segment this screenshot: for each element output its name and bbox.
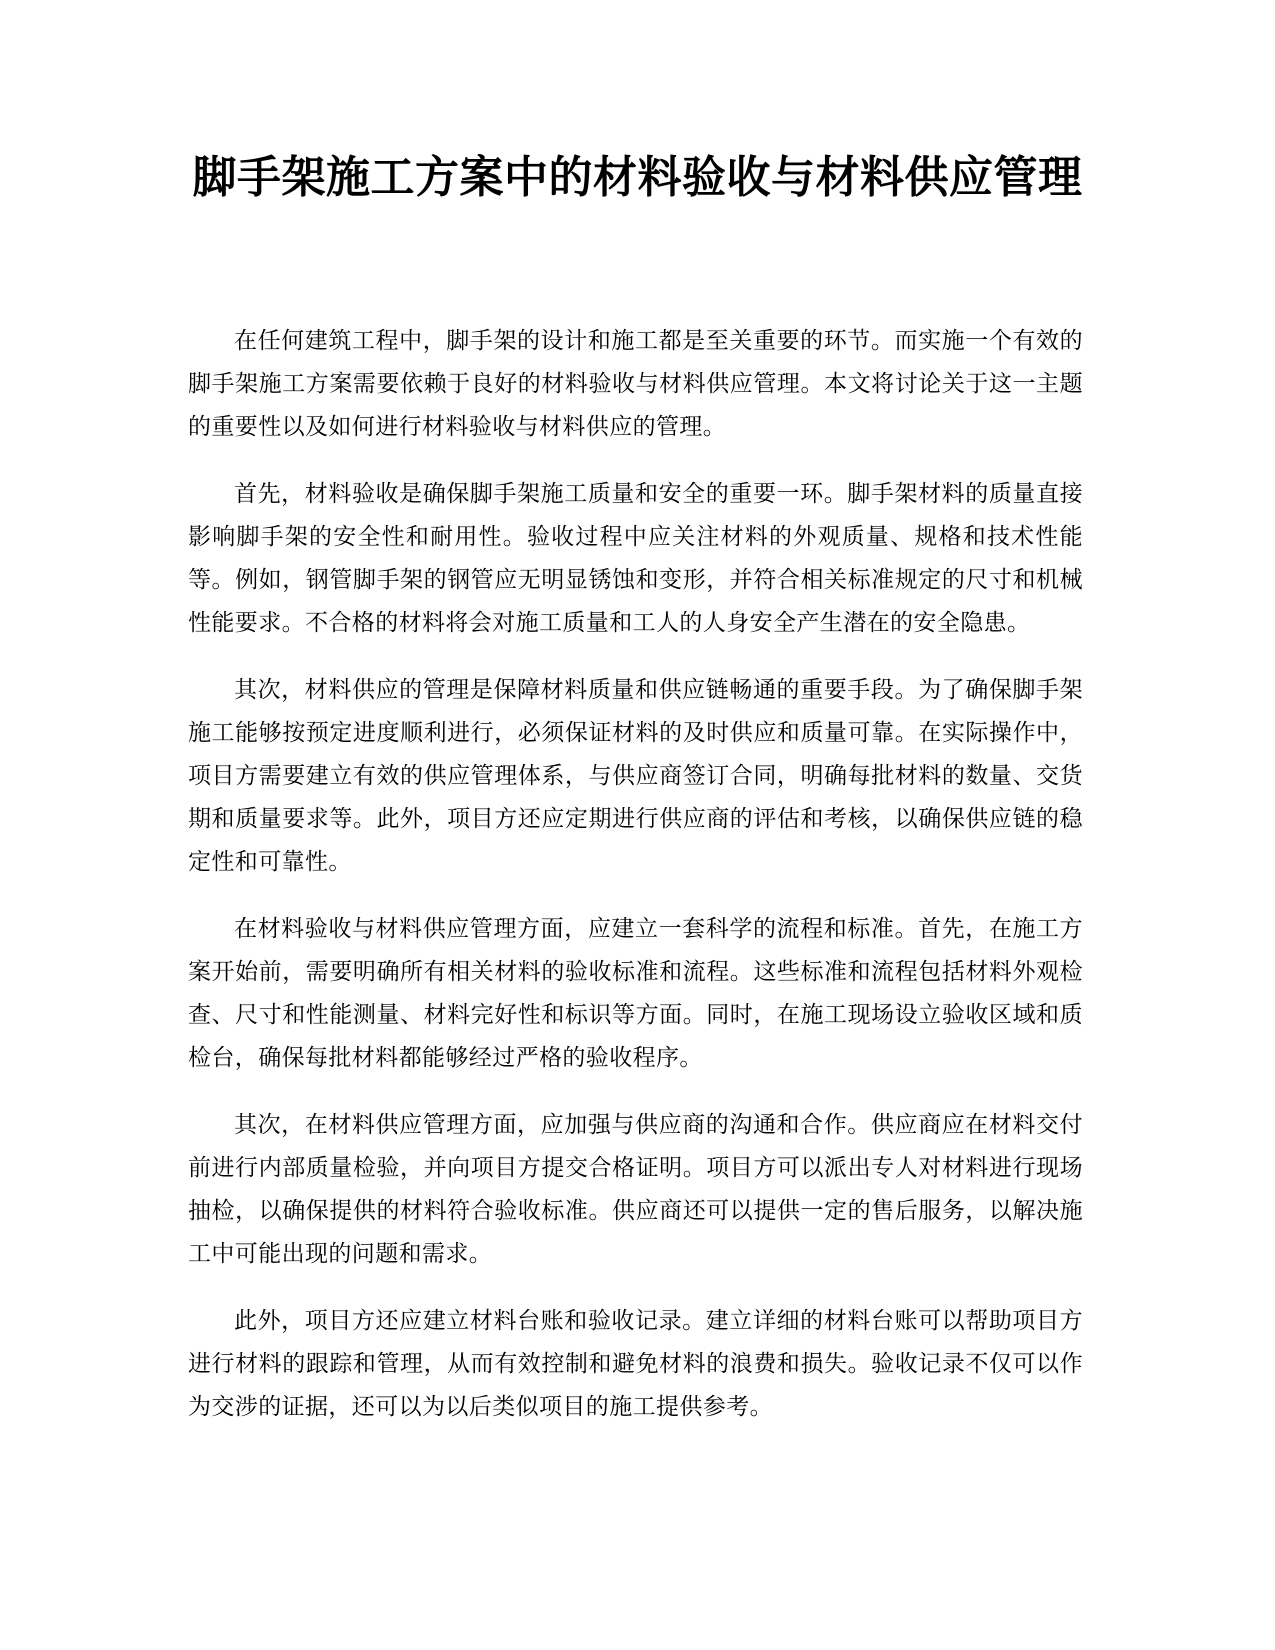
paragraph-5: 其次，在材料供应管理方面，应加强与供应商的沟通和合作。供应商应在材料交付前进行内部质量检验，并向项目方提交合格证明。项目方可以派出专人对材料进行现场抽检，以确保提供的材料符合验收标准。供应商还可以提供一定的售后服务，以解决施工中可能出现的问题和需求。	[188, 1112, 1083, 1267]
paragraph-1: 在任何建筑工程中，脚手架的设计和施工都是至关重要的环节。而实施一个有效的脚手架施工方案需要依赖于良好的材料验收与材料供应管理。本文将讨论关于这一主题的重要性以及如何进行材料验收与材料供应的管理。	[188, 328, 1083, 440]
paragraph-3: 其次，材料供应的管理是保障材料质量和供应链畅通的重要手段。为了确保脚手架施工能够按预定进度顺利进行，必须保证材料的及时供应和质量可靠。在实际操作中，项目方需要建立有效的供应管理体系，与供应商签订合同，明确每批材料的数量、交货期和质量要求等。此外，项目方还应定期进行供应商的评估和考核，以确保供应链的稳定性和可靠性。	[188, 677, 1083, 875]
document-title: 脚手架施工方案中的材料验收与材料供应管理	[192, 152, 1083, 203]
paragraph-2: 首先，材料验收是确保脚手架施工质量和安全的重要一环。脚手架材料的质量直接影响脚手架的安全性和耐用性。验收过程中应关注材料的外观质量、规格和技术性能等。例如，钢管脚手架的钢管应无明显锈蚀和变形，并符合相关标准规定的尺寸和机械性能要求。不合格的材料将会对施工质量和工人的人身安全产生潜在的安全隐患。	[188, 481, 1083, 636]
paragraph-6: 此外，项目方还应建立材料台账和验收记录。建立详细的材料台账可以帮助项目方进行材料的跟踪和管理，从而有效控制和避免材料的浪费和损失。验收记录不仅可以作为交涉的证据，还可以为以后类似项目的施工提供参考。	[188, 1308, 1083, 1420]
document-body	[188, 320, 1083, 1453]
paragraph-4: 在材料验收与材料供应管理方面，应建立一套科学的流程和标准。首先，在施工方案开始前，需要明确所有相关材料的验收标准和流程。这些标准和流程包括材料外观检查、尺寸和性能测量、材料完好性和标识等方面。同时，在施工现场设立验收区域和质检台，确保每批材料都能够经过严格的验收程序。	[188, 916, 1083, 1071]
